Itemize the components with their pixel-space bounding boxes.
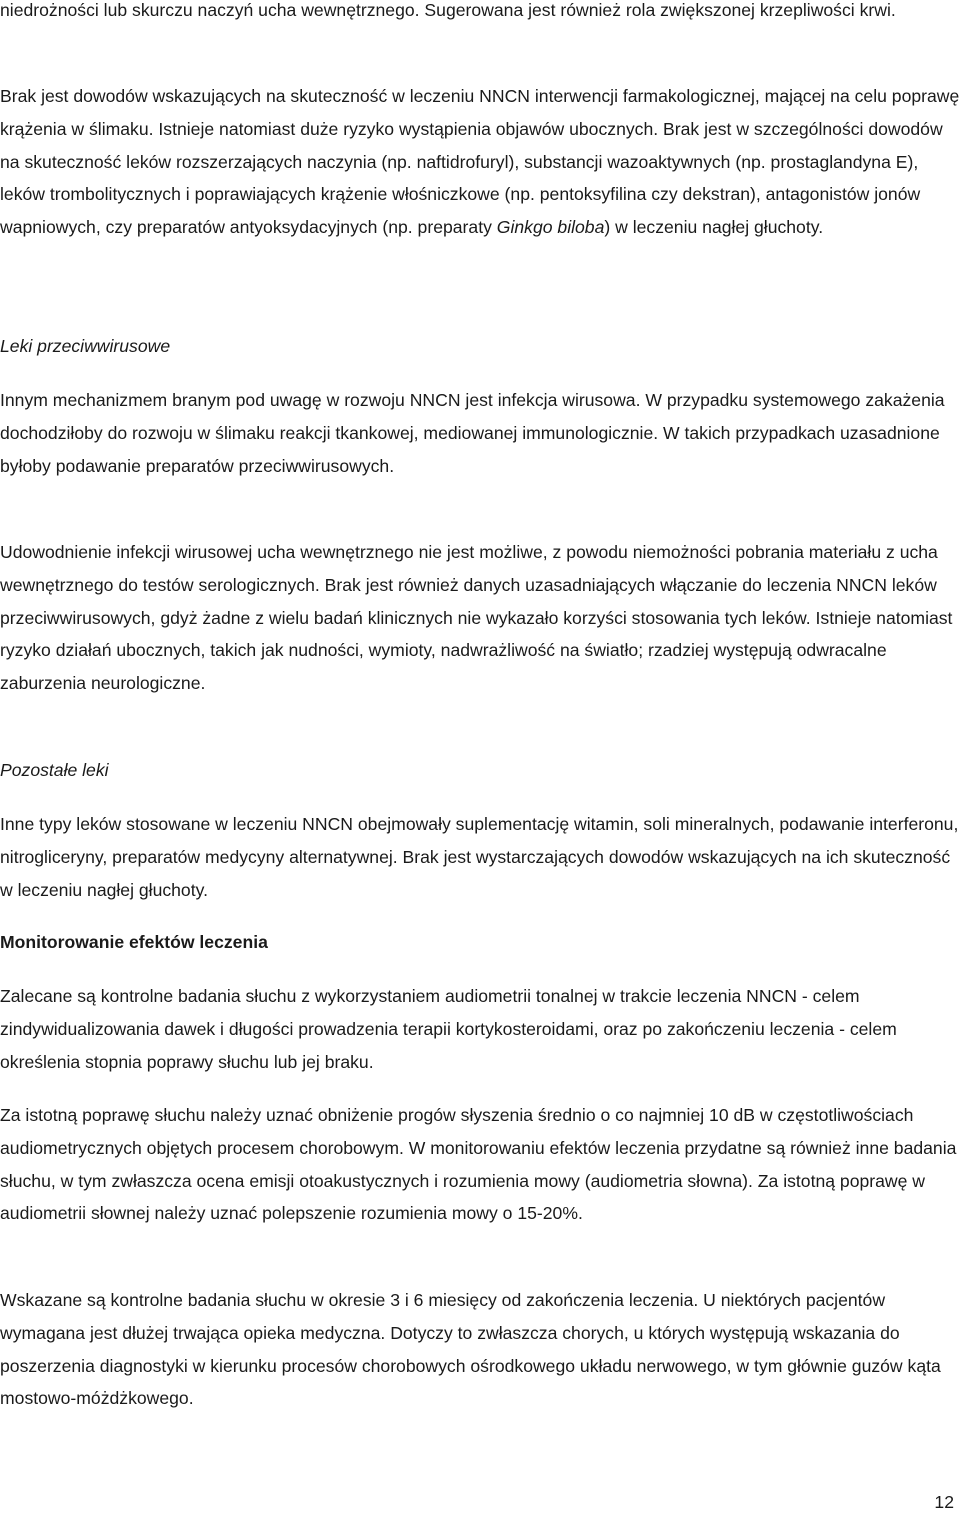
page-number: 12 [934, 1492, 954, 1512]
paragraph-text: ) w leczeniu nagłej głuchoty. [604, 217, 824, 238]
section-heading-other-drugs: Pozostałe leki [0, 760, 109, 780]
paragraph-viral-mechanism: Innym mechanizmem branym pod uwagę w rozwoju NNCN jest infekcja wirusowa. W przypadku systemowego zakażenia dochodziłoby do rozwoju w ślimaku reakcji tkankowej, mediowanej immunologicznie. W takich przypadkach uzasadnione byłoby podawanie preparatów przeciwwirusowych. [0, 390, 945, 476]
paragraph-followup: Wskazane są kontrolne badania słuchu w okresie 3 i 6 miesięcy od zakończenia leczenia. U niektórych pacjentów wymagana jest dłużej trwająca opieka medyczna. Dotyczy to zwłaszcza chorych, u których występują wskazania do poszerzenia diagnostyki w kierunku procesów chorobowych ośrodkowego układu nerwowego, w tym głównie guzów kąta mostowo-móżdżkowego. [0, 1290, 941, 1409]
paragraph-pharmacology [0, 80, 960, 244]
paragraph-improvement-criteria: Za istotną poprawę słuchu należy uznać obniżenie progów słyszenia średnio o co najmniej 10 dB w częstotliwościach audiometrycznych objętych procesem chorobowym. W monitorowaniu efektów leczenia przydatne są również inne badania słuchu, w tym zwłaszcza ocena emisji otoakustycznych i rozumienia mowy (audiometria słowna). Za istotną poprawę w audiometrii słownej należy uznać polepszenie rozumienia mowy o 15-20%. [0, 1105, 957, 1224]
paragraph-text: Brak jest dowodów wskazujących na skuteczność w leczeniu NNCN interwencji farmakologicznej, mającej na celu poprawę krążenia w ślimaku. Istnieje natomiast duże ryzyko wystąpienia objawów ubocznych. Brak jest w szczególności dowodów na skuteczność leków rozszerzających naczynia (np. naftidrofuryl), substancji wazoaktywnych (np. prostaglandyna E), leków trombolitycznych i poprawiających krążenie włośniczkowe (np. pentoksyfilina czy dekstran), antagonistów jonów wapniowych, czy preparatów antyoksydacyjnych (np. preparaty [0, 86, 960, 238]
italic-term: Ginkgo biloba [496, 217, 605, 238]
paragraph-continuation: niedrożności lub skurczu naczyń ucha wewnętrznego. Sugerowana jest również rola zwiększonej krzepliwości krwi. [0, 0, 896, 20]
paragraph-audiometry: Zalecane są kontrolne badania słuchu z wykorzystaniem audiometrii tonalnej w trakcie leczenia NNCN - celem zindywidualizowania dawek i długości prowadzenia terapii kortykosteroidami, oraz po zakończeniu leczenia - celem określenia stopnia poprawy słuchu lub jej braku. [0, 986, 897, 1072]
paragraph-viral-evidence: Udowodnienie infekcji wirusowej ucha wewnętrznego nie jest możliwe, z powodu niemożności pobrania materiału z ucha wewnętrznego do testów serologicznych. Brak jest również danych uzasadniających włączanie do leczenia NNCN leków przeciwwirusowych, gdyż żadne z wielu badań klinicznych nie wykazało korzyści stosowania tych leków. Istnieje natomiast ryzyko działań ubocznych, takich jak nudności, wymioty, nadwrażliwość na światło; rzadziej występują odwracalne zaburzenia neurologiczne. [0, 542, 953, 694]
paragraph-other-drugs: Inne typy leków stosowane w leczeniu NNCN obejmowały suplementację witamin, soli mineralnych, podawanie interferonu, nitrogliceryny, preparatów medycyny alternatywnej. Brak jest wystarczających dowodów wskazujących na ich skuteczność w leczeniu nagłej głuchoty. [0, 814, 959, 900]
section-heading-monitoring: Monitorowanie efektów leczenia [0, 932, 268, 952]
section-heading-antiviral: Leki przeciwwirusowe [0, 336, 171, 356]
